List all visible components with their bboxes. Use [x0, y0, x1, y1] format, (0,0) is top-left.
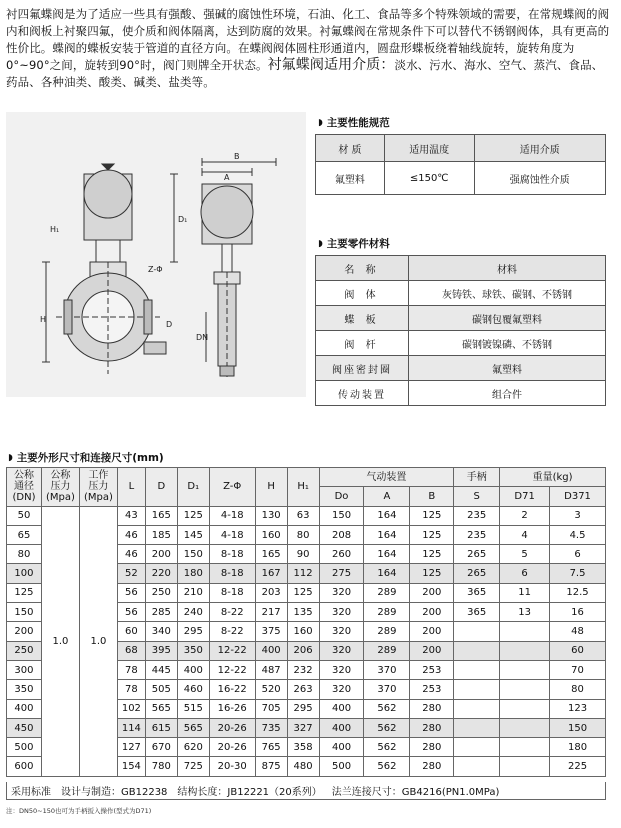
table-cell: 164: [364, 506, 410, 525]
table-cell: 300: [7, 660, 42, 679]
table-cell: [454, 660, 500, 679]
table-cell: 180: [177, 564, 209, 583]
drawing-label-a: A: [224, 173, 230, 182]
table-cell: [454, 718, 500, 737]
perf-header: 适用介质: [474, 135, 605, 162]
table-cell: 670: [145, 738, 177, 757]
table-cell: 200: [410, 622, 454, 641]
dimensions-table: [6, 467, 606, 777]
table-cell: 114: [117, 718, 145, 737]
table-cell: [500, 738, 550, 757]
table-cell: 150: [550, 718, 606, 737]
dims-heading: ◗ 主要外形尺寸和连接尺寸(mm): [8, 452, 164, 464]
parts-name: 阀座密封圈: [316, 356, 409, 381]
dims-header-col: H₁: [287, 468, 319, 507]
parts-name: 蝶 板: [316, 306, 409, 331]
table-cell: 265: [454, 564, 500, 583]
table-cell: 295: [177, 622, 209, 641]
table-cell: 235: [454, 506, 500, 525]
dims-header-col: S: [454, 487, 500, 506]
drawing-label-h: H: [40, 315, 47, 324]
table-cell: 68: [117, 641, 145, 660]
table-cell: 123: [550, 699, 606, 718]
table-cell: 3: [550, 506, 606, 525]
performance-table: [315, 134, 606, 195]
table-cell: 395: [145, 641, 177, 660]
table-cell: 250: [7, 641, 42, 660]
table-cell: 370: [364, 660, 410, 679]
table-cell: 220: [145, 564, 177, 583]
table-cell: 235: [454, 525, 500, 544]
parts-header: 材料: [409, 256, 606, 281]
table-cell: 52: [117, 564, 145, 583]
table-cell: 600: [7, 757, 42, 776]
table-cell: 340: [145, 622, 177, 641]
dims-header-pneumatic: 气动装置: [319, 468, 454, 487]
table-cell: 289: [364, 603, 410, 622]
table-cell: 487: [255, 660, 287, 679]
table-cell: 12-22: [209, 660, 255, 679]
table-cell: 165: [145, 506, 177, 525]
table-cell: 63: [287, 506, 319, 525]
dims-header-col: Z-Φ: [209, 468, 255, 507]
performance-heading: ◗ 主要性能规范: [318, 117, 390, 129]
table-cell: 460: [177, 680, 209, 699]
table-cell: 400: [177, 660, 209, 679]
drawing-label-z: Z-Φ: [148, 265, 163, 274]
table-cell: 112: [287, 564, 319, 583]
drawing-label-h1: H₁: [50, 225, 60, 234]
table-cell: 80: [550, 680, 606, 699]
table-cell: 125: [410, 564, 454, 583]
standards-design: 设计与制造：GB12238: [61, 787, 168, 798]
table-cell: 400: [7, 699, 42, 718]
table-cell: 70: [550, 660, 606, 679]
parts-material: 碳钢包覆氟塑料: [409, 306, 606, 331]
table-cell: 358: [287, 738, 319, 757]
table-cell: 65: [7, 525, 42, 544]
table-cell: 150: [7, 603, 42, 622]
parts-header: 名 称: [316, 256, 409, 281]
table-cell: 365: [454, 583, 500, 602]
intro-media-list: 淡水、污水、海水、空气、蒸汽、食品、药品、各种油类、酸类、碱类、盐类等。: [6, 58, 604, 89]
table-cell: 505: [145, 680, 177, 699]
table-cell: 320: [319, 583, 364, 602]
table-cell: 480: [287, 757, 319, 776]
table-cell: 8-18: [209, 545, 255, 564]
table-cell: 280: [410, 757, 454, 776]
table-cell: 125: [410, 525, 454, 544]
parts-name: 阀 杆: [316, 331, 409, 356]
table-cell: 200: [410, 641, 454, 660]
table-cell: 135: [287, 603, 319, 622]
table-cell: 8-22: [209, 603, 255, 622]
drawing-label-d1: D₁: [178, 215, 188, 224]
table-cell: 50: [7, 506, 42, 525]
table-cell: 4.5: [550, 525, 606, 544]
table-cell: 185: [145, 525, 177, 544]
dims-header-weight: 重量(kg): [500, 468, 606, 487]
table-cell: 289: [364, 622, 410, 641]
table-cell: 150: [319, 506, 364, 525]
table-cell: 265: [454, 545, 500, 564]
intro-media-heading: 衬氟蝶阀适用介质：: [267, 57, 395, 73]
table-cell: 225: [550, 757, 606, 776]
drawing-label-b: B: [234, 152, 240, 161]
table-cell: 20-26: [209, 738, 255, 757]
table-cell: [500, 757, 550, 776]
table-cell: 253: [410, 660, 454, 679]
parts-name: 阀 体: [316, 281, 409, 306]
table-cell: 289: [364, 641, 410, 660]
table-cell: 4: [500, 525, 550, 544]
table-cell: 400: [319, 718, 364, 737]
parts-material: 灰铸铁、球铁、碳钢、不锈钢: [409, 281, 606, 306]
table-cell: 200: [7, 622, 42, 641]
table-cell: 8-18: [209, 564, 255, 583]
dims-header-dn: 公称 通径 (DN): [7, 468, 42, 507]
table-cell: 80: [287, 525, 319, 544]
standards-flange: 法兰连接尺寸：GB4216(PN1.0MPa): [331, 787, 500, 798]
parts-name: 传动装置: [316, 381, 409, 406]
table-cell: 145: [177, 525, 209, 544]
dims-header-col: D: [145, 468, 177, 507]
parts-heading: ◗ 主要零件材料: [318, 238, 390, 250]
table-cell: 16: [550, 603, 606, 622]
table-cell: 80: [7, 545, 42, 564]
table-cell: 365: [454, 603, 500, 622]
table-cell: 285: [145, 603, 177, 622]
table-cell: 445: [145, 660, 177, 679]
table-cell: 56: [117, 603, 145, 622]
table-cell: 565: [145, 699, 177, 718]
table-cell: 765: [255, 738, 287, 757]
table-cell: 565: [177, 718, 209, 737]
table-cell: 500: [7, 738, 42, 757]
table-cell: 735: [255, 718, 287, 737]
dims-header-pn: 公称 压力 (Mpa): [41, 468, 79, 507]
table-cell: 400: [319, 738, 364, 757]
table-cell: [454, 622, 500, 641]
table-cell: 350: [7, 680, 42, 699]
table-cell: 232: [287, 660, 319, 679]
table-cell: 125: [7, 583, 42, 602]
table-cell: 60: [117, 622, 145, 641]
table-cell: [454, 680, 500, 699]
table-cell: 562: [364, 738, 410, 757]
table-cell: 6: [500, 564, 550, 583]
table-cell: 4-18: [209, 525, 255, 544]
table-cell: 160: [255, 525, 287, 544]
table-cell: 780: [145, 757, 177, 776]
dims-header-col: D371: [550, 487, 606, 506]
table-cell: 208: [319, 525, 364, 544]
table-cell: 450: [7, 718, 42, 737]
table-cell: 200: [145, 545, 177, 564]
table-cell: 127: [117, 738, 145, 757]
dims-header-col: D71: [500, 487, 550, 506]
table-cell: 90: [287, 545, 319, 564]
table-cell: 78: [117, 660, 145, 679]
intro-text: 衬四氟蝶阀是为了适应一些具有强酸、强碱的腐蚀性环境，石油、化工、食品等多个特殊领域的需要，在常规蝶阀的阀内和阀板上衬聚四氟，使介质和阀体隔离，达到防腐的效果。衬氟蝶阀在常规条件下可以替代不锈钢阀体，具有更高的性价比。蝶阀的蝶板安装于管道的直径方向。在蝶阀阀体圆柱形通道内，圆盘形蝶板绕着轴线旋转，旋转角度为0°~90°之间，旋转到90°时，阀门则牌全开状态。: [6, 7, 610, 72]
table-cell: 240: [177, 603, 209, 622]
table-cell: 46: [117, 525, 145, 544]
table-cell: [500, 641, 550, 660]
table-cell: 12.5: [550, 583, 606, 602]
table-cell: 562: [364, 699, 410, 718]
table-cell: 250: [145, 583, 177, 602]
table-cell: [454, 699, 500, 718]
table-cell: [500, 718, 550, 737]
table-cell: 320: [319, 641, 364, 660]
table-cell: 350: [177, 641, 209, 660]
table-cell: 125: [287, 583, 319, 602]
table-cell: 280: [410, 738, 454, 757]
table-cell: 12-22: [209, 641, 255, 660]
parts-material: 氟塑料: [409, 356, 606, 381]
table-cell: 562: [364, 718, 410, 737]
table-cell: 280: [410, 699, 454, 718]
valve-drawing: [6, 112, 306, 397]
table-cell: 217: [255, 603, 287, 622]
table-cell: [454, 641, 500, 660]
valve-drawing-svg: [6, 112, 306, 397]
table-cell: 320: [319, 622, 364, 641]
table-cell: 8-18: [209, 583, 255, 602]
table-cell: [500, 699, 550, 718]
table-cell: 130: [255, 506, 287, 525]
table-cell: 43: [117, 506, 145, 525]
dims-header-handle: 手柄: [454, 468, 500, 487]
table-cell: 206: [287, 641, 319, 660]
table-cell: 320: [319, 603, 364, 622]
table-cell: [500, 622, 550, 641]
table-cell: 164: [364, 564, 410, 583]
table-cell: 125: [177, 506, 209, 525]
standards-row: [6, 782, 606, 800]
table-cell: 375: [255, 622, 287, 641]
table-cell: 275: [319, 564, 364, 583]
table-cell: 16-26: [209, 699, 255, 718]
table-cell: 327: [287, 718, 319, 737]
table-cell: 8-22: [209, 622, 255, 641]
table-cell: 100: [7, 564, 42, 583]
table-cell: 78: [117, 680, 145, 699]
table-cell: [500, 680, 550, 699]
parts-table: [315, 255, 606, 406]
table-cell: 150: [177, 545, 209, 564]
table-cell: 102: [117, 699, 145, 718]
table-cell: 400: [255, 641, 287, 660]
table-cell: 6: [550, 545, 606, 564]
perf-cell: ≤150℃: [384, 162, 474, 195]
table-cell: 289: [364, 583, 410, 602]
table-cell: 167: [255, 564, 287, 583]
table-cell: 562: [364, 757, 410, 776]
table-cell: 2: [500, 506, 550, 525]
pn-cell: 1.0: [41, 506, 79, 776]
table-cell: 520: [255, 680, 287, 699]
parts-material: 碳钢镀镍磷、不锈钢: [409, 331, 606, 356]
perf-cell: 氟塑料: [316, 162, 385, 195]
dims-header-col: Do: [319, 487, 364, 506]
table-cell: 180: [550, 738, 606, 757]
table-cell: 164: [364, 525, 410, 544]
table-cell: 5: [500, 545, 550, 564]
dims-header-col: D₁: [177, 468, 209, 507]
table-cell: 16-22: [209, 680, 255, 699]
dims-header-col: A: [364, 487, 410, 506]
table-cell: [454, 738, 500, 757]
table-cell: 164: [364, 545, 410, 564]
table-cell: 13: [500, 603, 550, 622]
table-cell: 200: [410, 583, 454, 602]
table-cell: 7.5: [550, 564, 606, 583]
table-cell: 320: [319, 680, 364, 699]
table-cell: 125: [410, 545, 454, 564]
table-cell: 400: [319, 699, 364, 718]
table-cell: 253: [410, 680, 454, 699]
table-cell: 203: [255, 583, 287, 602]
table-cell: 4-18: [209, 506, 255, 525]
table-cell: 620: [177, 738, 209, 757]
table-cell: 56: [117, 583, 145, 602]
section-marker-icon: ◗: [318, 117, 323, 128]
table-cell: 11: [500, 583, 550, 602]
table-cell: 46: [117, 545, 145, 564]
table-cell: [454, 757, 500, 776]
table-cell: 705: [255, 699, 287, 718]
wp-cell: 1.0: [79, 506, 117, 776]
table-cell: 154: [117, 757, 145, 776]
table-cell: 20-30: [209, 757, 255, 776]
dims-header-col: H: [255, 468, 287, 507]
table-cell: 210: [177, 583, 209, 602]
table-cell: 200: [410, 603, 454, 622]
parts-material: 组合件: [409, 381, 606, 406]
table-row: [7, 506, 606, 525]
drawing-label-dn: DN: [196, 333, 209, 342]
perf-header: 材 质: [316, 135, 385, 162]
footnote: 注：DN50~150也可为手柄扳入操作(型式为D71): [6, 807, 152, 815]
section-marker-icon: ◗: [318, 238, 323, 249]
table-cell: 725: [177, 757, 209, 776]
table-cell: 500: [319, 757, 364, 776]
table-cell: 320: [319, 660, 364, 679]
perf-cell: 强腐蚀性介质: [474, 162, 605, 195]
standards-label: 采用标准: [11, 787, 51, 798]
table-cell: 125: [410, 506, 454, 525]
dims-header-wp: 工作 压力 (Mpa): [79, 468, 117, 507]
table-cell: 295: [287, 699, 319, 718]
table-cell: 370: [364, 680, 410, 699]
dims-header-col: B: [410, 487, 454, 506]
table-cell: 615: [145, 718, 177, 737]
table-cell: 160: [287, 622, 319, 641]
table-cell: 263: [287, 680, 319, 699]
dims-header-col: L: [117, 468, 145, 507]
table-cell: 260: [319, 545, 364, 564]
perf-header: 适用温度: [384, 135, 474, 162]
table-cell: 515: [177, 699, 209, 718]
table-cell: 165: [255, 545, 287, 564]
table-cell: [500, 660, 550, 679]
section-marker-icon: ◗: [8, 452, 13, 463]
table-cell: 875: [255, 757, 287, 776]
standards-length: 结构长度：JB12221（20系列）: [177, 787, 322, 798]
table-cell: 48: [550, 622, 606, 641]
table-cell: 280: [410, 718, 454, 737]
table-cell: 20-26: [209, 718, 255, 737]
drawing-label-d: D: [166, 320, 173, 329]
table-cell: 60: [550, 641, 606, 660]
intro-paragraph: [6, 6, 612, 91]
